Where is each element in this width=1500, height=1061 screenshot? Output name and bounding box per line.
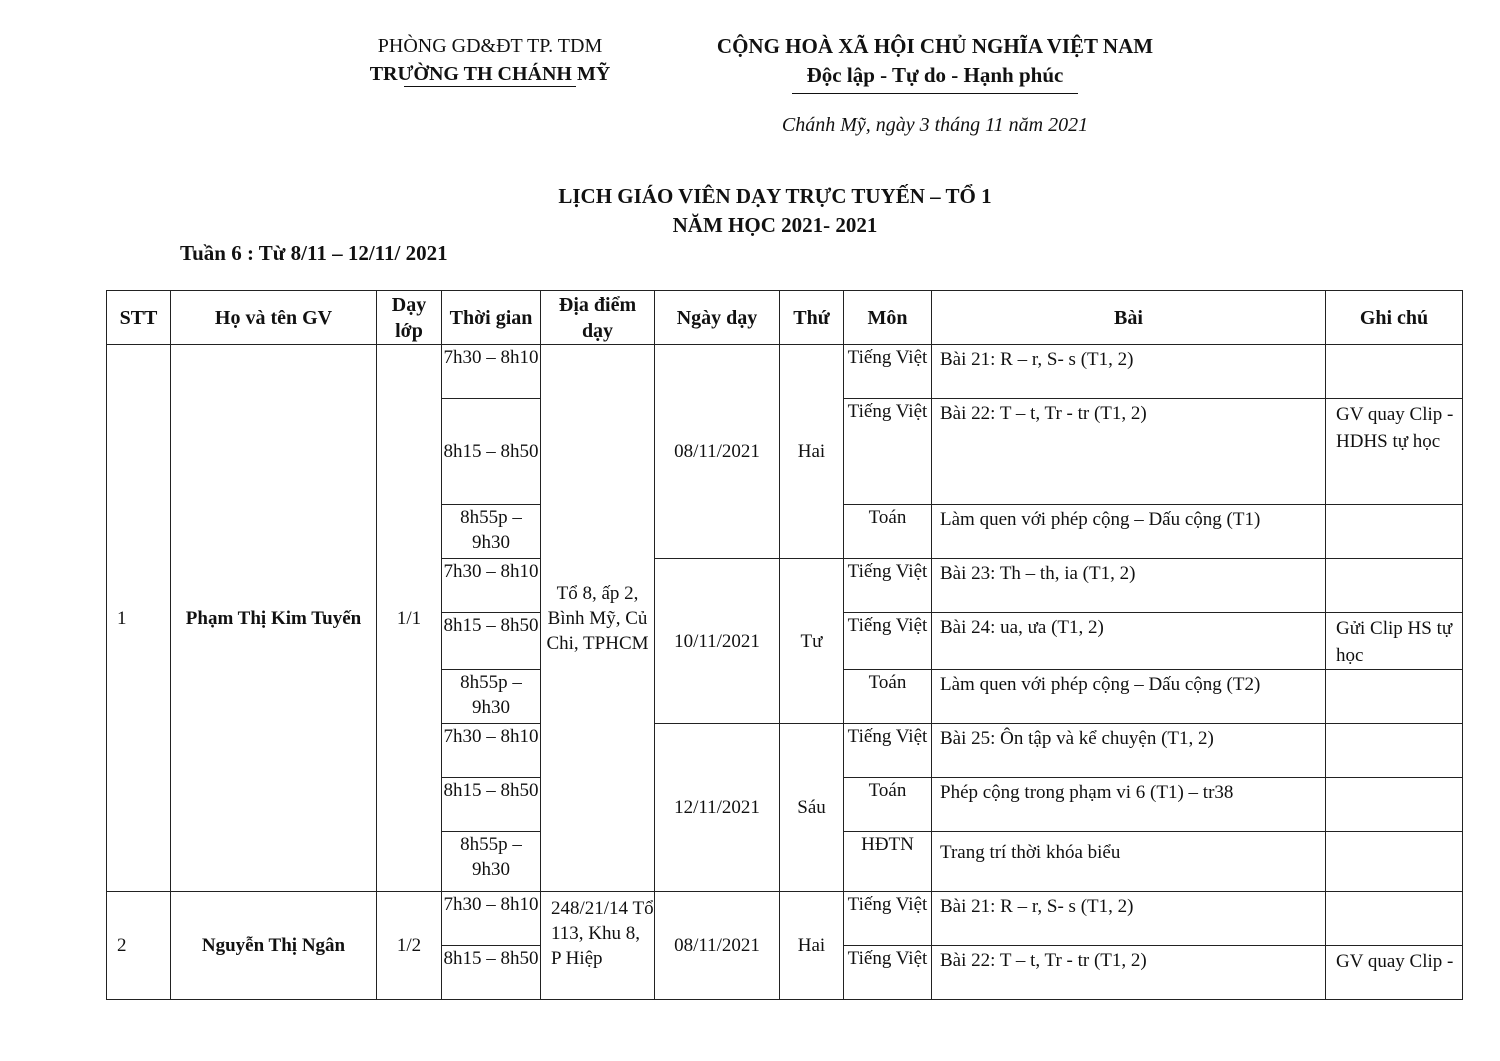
lesson-time: 7h30 – 8h10 [442, 559, 541, 613]
lesson-name: Trang trí thời khóa biểu [932, 832, 1326, 892]
lesson-time: 7h30 – 8h10 [442, 724, 541, 778]
lesson-name: Bài 21: R – r, S- s (T1, 2) [932, 892, 1326, 946]
lesson-name: Làm quen với phép cộng – Dấu cộng (T2) [932, 670, 1326, 724]
lesson-time: 8h15 – 8h50 [442, 778, 541, 832]
weekday: Sáu [780, 724, 844, 892]
weekday: Tư [780, 559, 844, 724]
subject: Tiếng Việt [844, 613, 932, 670]
subject: Tiếng Việt [844, 946, 932, 1000]
lesson-name: Bài 25: Ôn tập và kể chuyện (T1, 2) [932, 724, 1326, 778]
note [1326, 345, 1463, 399]
week-range: Tuần 6 : Từ 8/11 – 12/11/ 2021 [180, 241, 448, 265]
header-time: Thời gian [442, 291, 541, 345]
lesson-name: Bài 23: Th – th, ia (T1, 2) [932, 559, 1326, 613]
teacher-name: Phạm Thị Kim Tuyến [171, 345, 377, 892]
title-line-1: LỊCH GIÁO VIÊN DẠY TRỰC TUYẾN – TỔ 1 [558, 184, 992, 208]
subject: Toán [844, 778, 932, 832]
lesson-time: 7h30 – 8h10 [442, 892, 541, 946]
weekday: Hai [780, 345, 844, 559]
teaching-location: 248/21/14 Tổ 113, Khu 8, P Hiệp [541, 892, 655, 1000]
lesson-time: 8h55p – 9h30 [442, 832, 541, 892]
country-name: CỘNG HOÀ XÃ HỘI CHỦ NGHĨA VIỆT NAM [716, 34, 1154, 58]
header-location: Địa điểm dạy [541, 291, 655, 345]
teaching-date: 10/11/2021 [655, 559, 780, 724]
subject: Tiếng Việt [844, 724, 932, 778]
header-class: Dạy lớp [377, 291, 442, 345]
lesson-time: 8h55p – 9h30 [442, 505, 541, 559]
department-name: PHÒNG GD&ĐT TP. TDM [377, 35, 603, 57]
class-name: 1/2 [377, 892, 442, 1000]
lesson-time: 7h30 – 8h10 [442, 345, 541, 399]
table-row [107, 892, 1463, 946]
subject: HĐTN [844, 832, 932, 892]
row-stt: 1 [107, 345, 171, 892]
lesson-name: Bài 24: ua, ưa (T1, 2) [932, 613, 1326, 670]
class-name: 1/1 [377, 345, 442, 892]
note [1326, 832, 1463, 892]
teacher-name: Nguyễn Thị Ngân [171, 892, 377, 1000]
lesson-time: 8h15 – 8h50 [442, 946, 541, 1000]
note [1326, 724, 1463, 778]
document-date: Chánh Mỹ, ngày 3 tháng 11 năm 2021 [781, 114, 1089, 136]
school-name: TRƯỜNG TH CHÁNH MỸ [369, 63, 611, 85]
title-line-2: NĂM HỌC 2021- 2021 [672, 213, 878, 237]
subject: Tiếng Việt [844, 345, 932, 399]
teaching-date: 08/11/2021 [655, 345, 780, 559]
header-note: Ghi chú [1326, 291, 1463, 345]
lesson-name: Bài 22: T – t, Tr - tr (T1, 2) [932, 399, 1326, 505]
table-row [107, 345, 1463, 399]
note [1326, 778, 1463, 832]
lesson-time: 8h15 – 8h50 [442, 399, 541, 505]
header-date: Ngày dạy [655, 291, 780, 345]
subject: Toán [844, 505, 932, 559]
teaching-date: 08/11/2021 [655, 892, 780, 1000]
document-title [350, 182, 1200, 240]
lesson-name: Phép cộng trong phạm vi 6 (T1) – tr38 [932, 778, 1326, 832]
teaching-location: Tổ 8, ấp 2, Bình Mỹ, Củ Chi, TPHCM [541, 345, 655, 892]
motto-underline [792, 93, 1078, 94]
header-teacher-name: Họ và tên GV [171, 291, 377, 345]
note: Gửi Clip HS tự học [1326, 613, 1463, 670]
note: GV quay Clip - HDHS tự học [1326, 399, 1463, 505]
subject: Toán [844, 670, 932, 724]
schedule-table [106, 290, 1463, 1000]
subject: Tiếng Việt [844, 559, 932, 613]
school-header [330, 32, 650, 88]
header-weekday: Thứ [780, 291, 844, 345]
header-subject: Môn [844, 291, 932, 345]
row-stt: 2 [107, 892, 171, 1000]
header-stt: STT [107, 291, 171, 345]
subject: Tiếng Việt [844, 399, 932, 505]
subject: Tiếng Việt [844, 892, 932, 946]
lesson-time: 8h55p – 9h30 [442, 670, 541, 724]
note [1326, 892, 1463, 946]
lesson-name: Bài 22: T – t, Tr - tr (T1, 2) [932, 946, 1326, 1000]
weekday: Hai [780, 892, 844, 1000]
note [1326, 505, 1463, 559]
lesson-name: Bài 21: R – r, S- s (T1, 2) [932, 345, 1326, 399]
header-lesson: Bài [932, 291, 1326, 345]
lesson-time: 8h15 – 8h50 [442, 613, 541, 670]
note [1326, 670, 1463, 724]
lesson-name: Làm quen với phép cộng – Dấu cộng (T1) [932, 505, 1326, 559]
table-header-row [107, 291, 1463, 345]
national-motto: Độc lập - Tự do - Hạnh phúc [806, 63, 1064, 87]
teaching-date: 12/11/2021 [655, 724, 780, 892]
school-name-underline [404, 86, 576, 87]
note: GV quay Clip - [1326, 946, 1463, 1000]
national-header [660, 32, 1210, 90]
note [1326, 559, 1463, 613]
